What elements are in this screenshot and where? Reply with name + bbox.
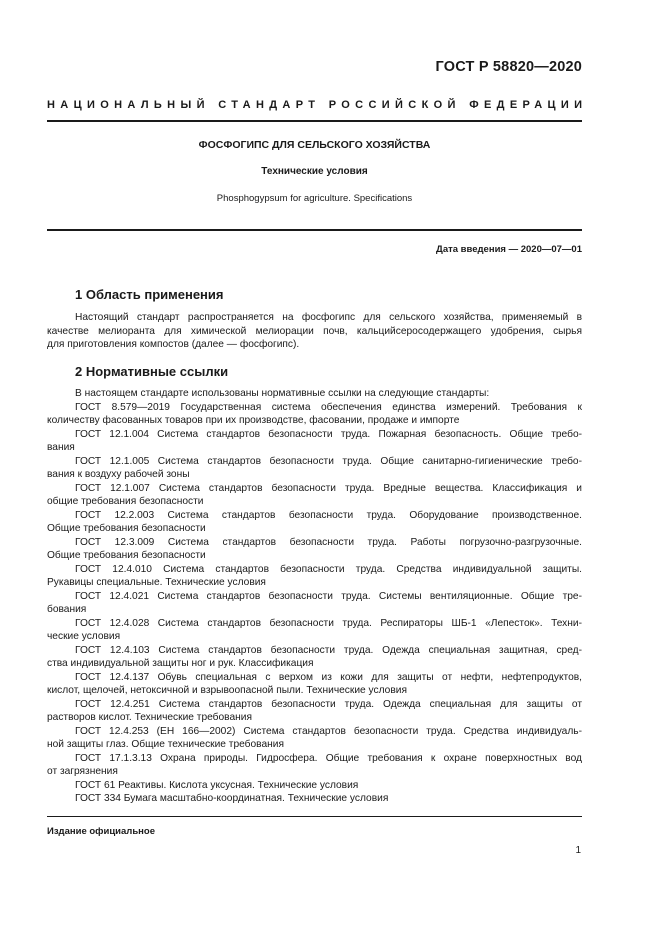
document-title: ФОСФОГИПС ДЛЯ СЕЛЬСКОГО ХОЗЯЙСТВА: [198, 139, 431, 151]
text-line: ной защиты глаз. Общие технические требования: [47, 739, 284, 750]
text-line: Рукавицы специальные. Технические условия: [47, 577, 266, 588]
section-2-heading: 2 Нормативные ссылки: [75, 364, 229, 379]
reference-item: ГОСТ 12.4.103 Система стандартов безопасности труда. Одежда специальная защитная, сред-: [75, 644, 582, 656]
text-line: Общие требования безопасности: [47, 523, 206, 534]
text-line: для приготовления компостов (далее — фосфогипс).: [47, 339, 300, 350]
reference-item: ГОСТ 8.579—2019 Государственная система обеспечения единства измерений. Требования к: [75, 401, 582, 413]
reference-item: ГОСТ 334 Бумага масштабно-координатная. Технические условия: [75, 793, 389, 804]
section-1-text: [47, 311, 582, 352]
page-number: 1: [575, 845, 581, 856]
section-2-text: [47, 387, 582, 806]
reference-item: ГОСТ 12.3.009 Система стандартов безопасности труда. Работы погрузочно-разгрузочные.: [75, 536, 582, 548]
reference-item: ГОСТ 12.4.253 (EH 166—2002) Система стандартов безопасности труда. Средства индивидуаль-: [75, 725, 582, 737]
national-standard-banner: НАЦИОНАЛЬНЫЙ СТАНДАРТ РОССИЙСКОЙ ФЕДЕРАЦИИ: [47, 99, 588, 111]
text-line: общие требования безопасности: [47, 496, 204, 507]
text-line: Общие требования безопасности: [47, 550, 206, 561]
text-line: Настоящий стандарт распространяется на фосфогипс для сельского хозяйства, применяемый в: [75, 312, 582, 323]
text-line: растворов кислот. Технические требования: [47, 712, 252, 723]
reference-item: ГОСТ 17.1.3.13 Охрана природы. Гидросфера. Общие требования к охране поверхностных вод: [75, 752, 582, 764]
header-rule: [47, 120, 582, 122]
text-line: ческие условия: [47, 631, 121, 642]
reference-item: ГОСТ 12.1.007 Система стандартов безопасности труда. Вредные вещества. Классификация и: [75, 482, 582, 494]
text-line: вания к воздуху рабочей зоны: [47, 469, 190, 480]
text-line: от загрязнения: [47, 766, 118, 777]
reference-item: ГОСТ 12.1.005 Система стандартов безопасности труда. Общие санитарно-гигиенические требо-: [75, 455, 582, 467]
title-rule: [47, 229, 582, 231]
reference-item: ГОСТ 12.4.028 Система стандартов безопасности труда. Респираторы ШБ-1 «Лепесток». Техни-: [75, 617, 582, 629]
introduction-date: Дата введения — 2020—07—01: [436, 244, 582, 255]
reference-item: ГОСТ 12.4.137 Обувь специальная с верхом из кожи для защиты от нефти, нефтепродуктов,: [75, 671, 582, 683]
document-subtitle: Технические условия: [261, 166, 368, 177]
section-1-heading: 1 Область применения: [75, 287, 224, 302]
text-line: ства индивидуальной защиты ног и рук. Классификация: [47, 658, 314, 669]
reference-item: ГОСТ 12.4.251 Система стандартов безопасности труда. Одежда специальная для защиты от: [75, 698, 582, 710]
footer-rule: [47, 816, 582, 817]
text-line: В настоящем стандарте использованы нормативные ссылки на следующие стандарты:: [75, 388, 490, 399]
text-line: количеству фасованных товаров при их производстве, фасовании, продаже и импорте: [47, 415, 460, 426]
text-line: кислот, щелочей, нетоксичной и взрывоопасной пыли. Технические условия: [47, 685, 407, 696]
reference-item: ГОСТ 12.2.003 Система стандартов безопасности труда. Оборудование производственное.: [75, 509, 582, 521]
reference-item: ГОСТ 61 Реактивы. Кислота уксусная. Технические условия: [75, 779, 359, 791]
english-title: Phosphogypsum for agriculture. Specifications: [216, 193, 413, 204]
reference-item: ГОСТ 12.4.010 Система стандартов безопасности труда. Средства индивидуальной защиты.: [75, 563, 582, 575]
reference-item: ГОСТ 12.4.021 Система стандартов безопасности труда. Системы вентиляционные. Общие тре-: [75, 590, 582, 602]
standard-code: ГОСТ Р 58820—2020: [435, 59, 582, 75]
reference-item: ГОСТ 12.1.004 Система стандартов безопасности труда. Пожарная безопасность. Общие требо-: [75, 428, 582, 440]
text-line: вания: [47, 442, 75, 453]
official-edition-label: Издание официальное: [47, 826, 155, 837]
text-line: бования: [47, 604, 87, 615]
text-line: качестве мелиоранта для химической мелиорации почв, кальцийсеросодержащего удобрения, сырья: [47, 325, 582, 337]
